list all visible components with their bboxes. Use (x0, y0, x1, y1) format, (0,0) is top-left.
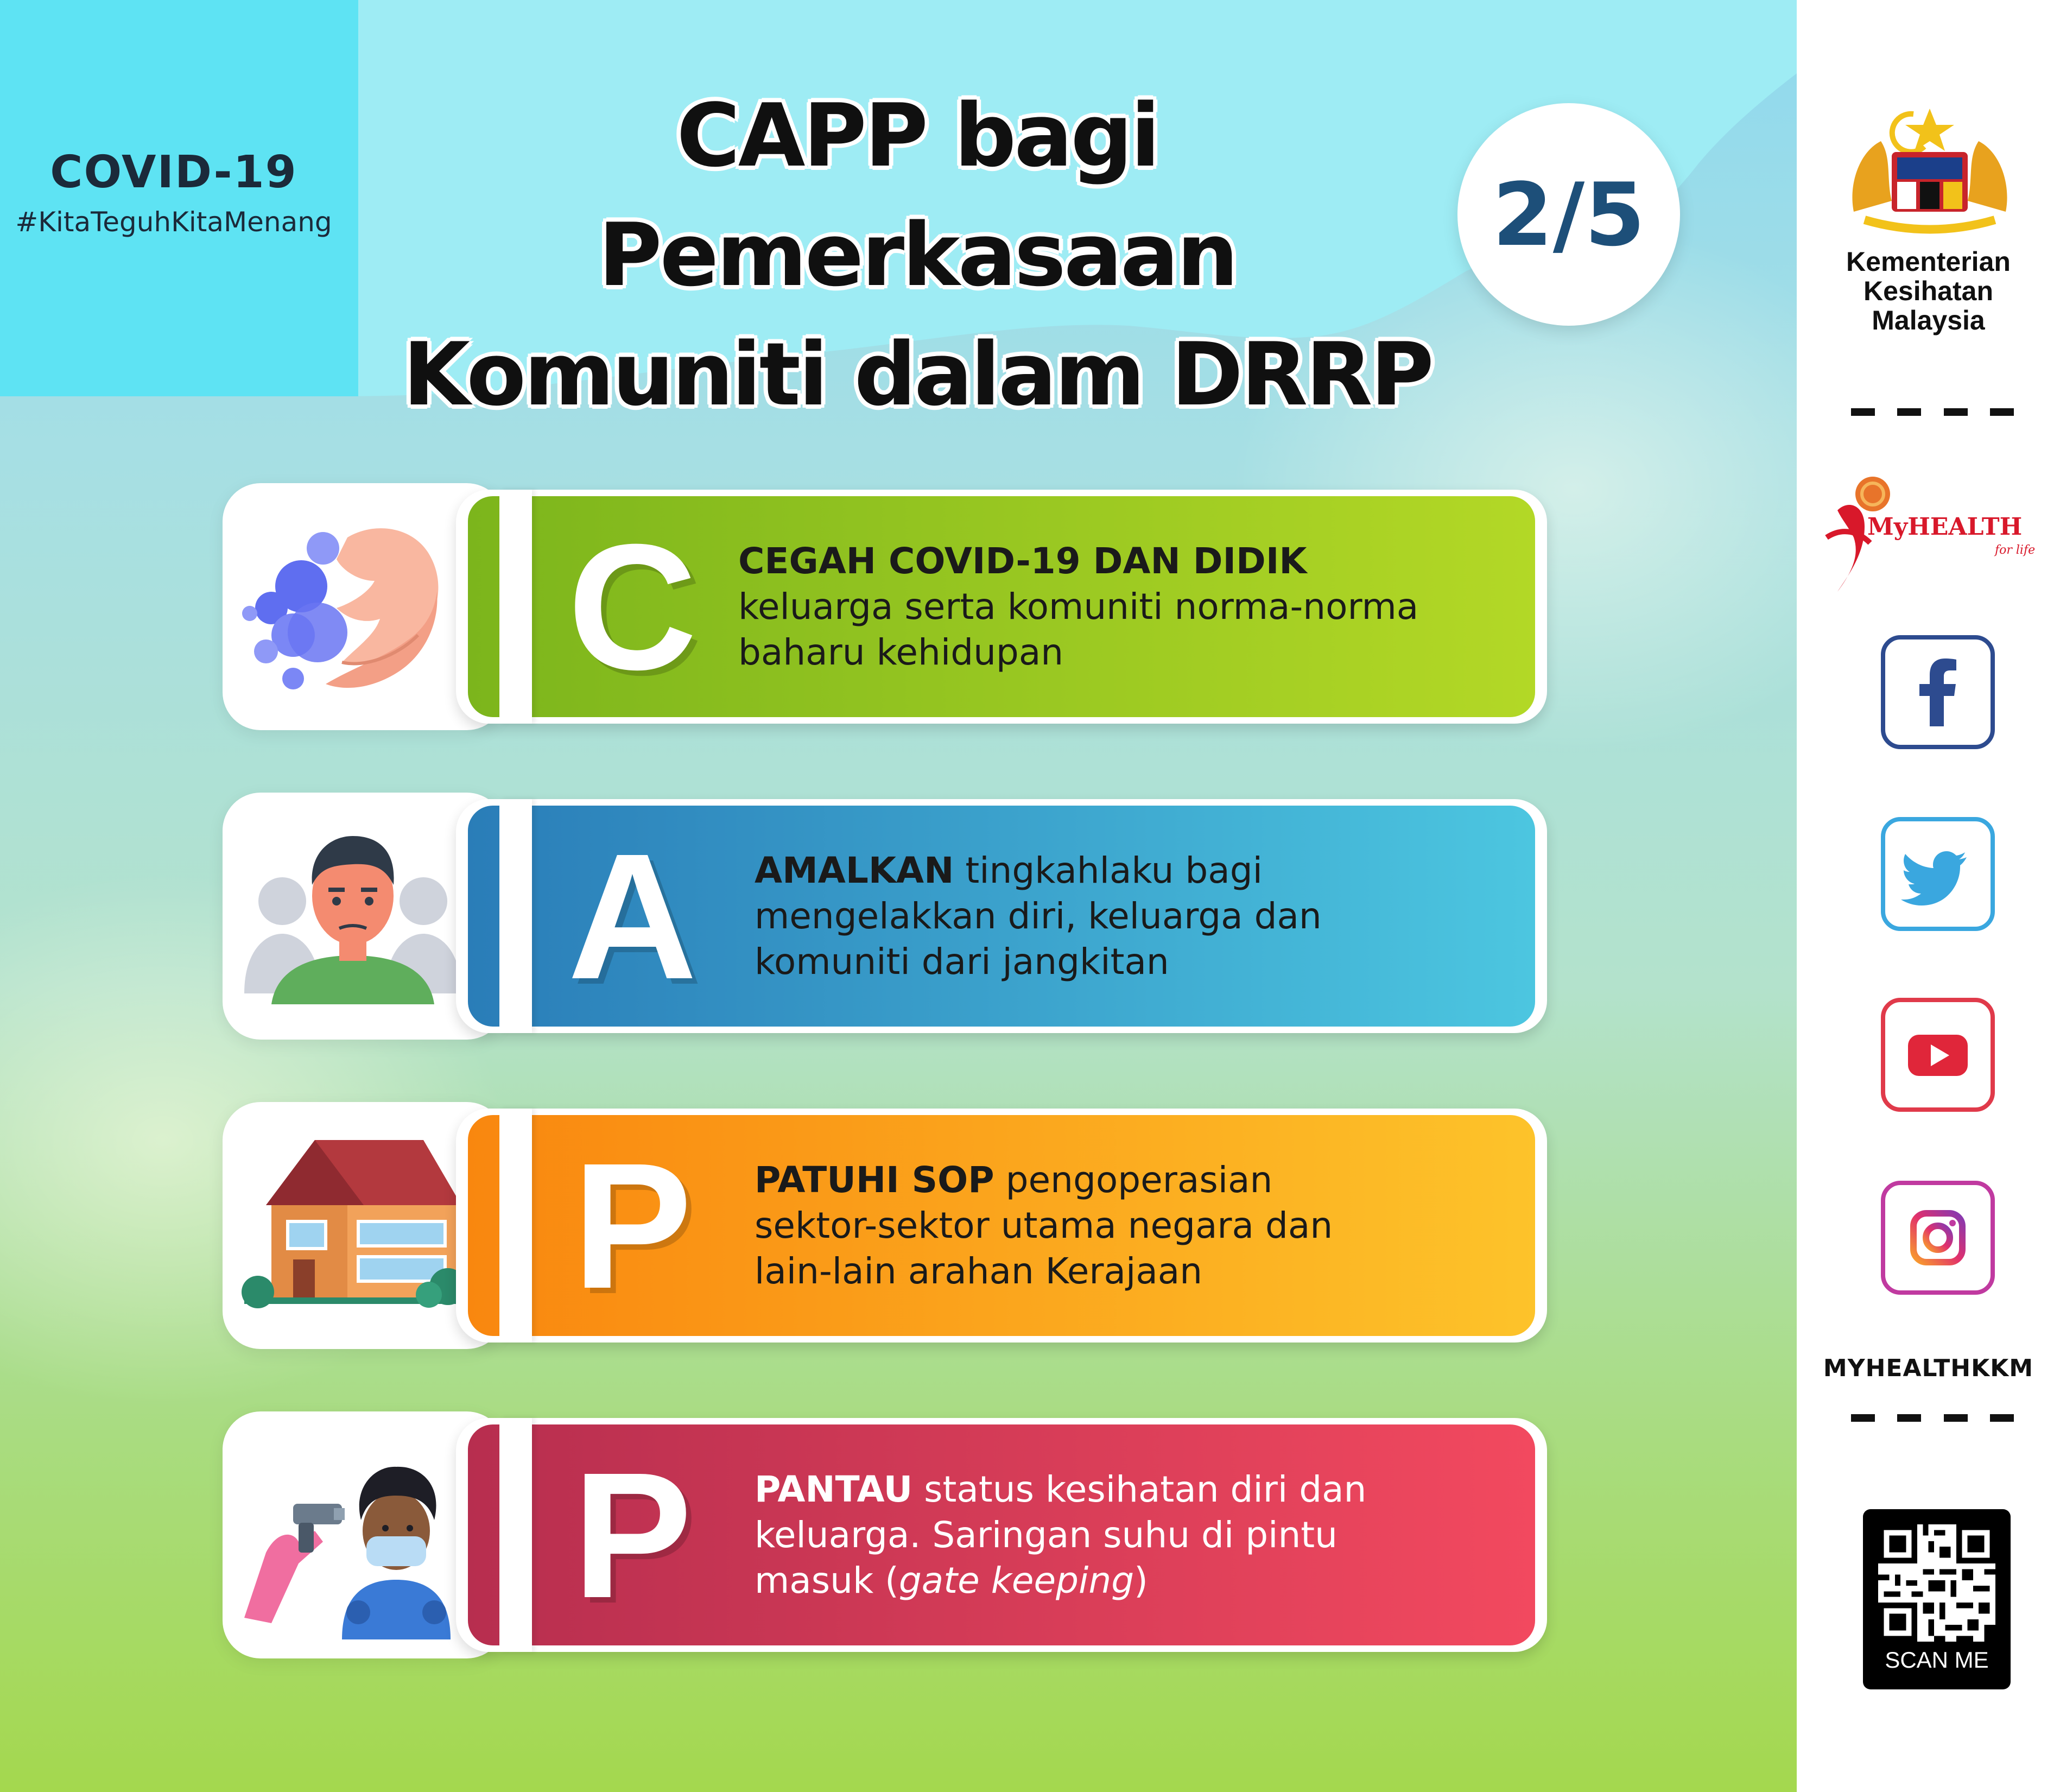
covid-label: COVID-19 (50, 147, 297, 198)
list-item-c (223, 483, 1547, 730)
ministry-line-3: Malaysia (1872, 305, 1985, 335)
desc-line-1 (755, 1157, 1536, 1203)
handwash-icon (233, 505, 472, 711)
divider-bottom (1851, 1414, 2014, 1422)
qr-matrix (1878, 1524, 1995, 1642)
sick-person-icon (233, 814, 472, 1021)
myhealth-logo-sub: for life (1995, 543, 2036, 557)
desc-rest: tingkahlaku bagi (954, 849, 1263, 891)
desc-line-3 (755, 1558, 1536, 1604)
desc-line-1 (738, 539, 1520, 584)
twitter-icon[interactable] (1881, 817, 1995, 931)
item-letter: P (572, 1125, 693, 1326)
desc-line-3: lain-lain arahan Kerajaan (755, 1250, 1203, 1292)
item-description (738, 490, 1520, 724)
desc-bold: CEGAH COVID-19 DAN DIDIK (738, 540, 1307, 582)
item-letter: C (567, 506, 698, 707)
item-description (755, 1109, 1536, 1343)
youtube-glyph (1885, 1002, 1991, 1107)
ministry-name (1797, 247, 2060, 335)
desc-rest: status kesihatan diri dan (912, 1468, 1367, 1510)
item-band (456, 1418, 1547, 1652)
page-title (358, 76, 1476, 434)
desc-line-3-italic: gate keeping (898, 1559, 1134, 1601)
desc-line-3: komuniti dari jangkitan (755, 940, 1169, 983)
item-letter: A (567, 815, 698, 1016)
desc-line-2: keluarga serta komuniti norma-norma (738, 585, 1419, 628)
title-line-2: Komuniti dalam DRRP (403, 324, 1432, 425)
page-indicator: 2/5 (1457, 103, 1680, 326)
hashtag: #KitaTeguhKitaMenang (15, 206, 332, 238)
qr-pattern (1878, 1524, 1995, 1642)
desc-bold: PATUHI SOP (755, 1158, 994, 1201)
item-band (456, 490, 1547, 724)
desc-line-2: mengelakkan diri, keluarga dan (755, 895, 1322, 937)
thermometer-screening-icon (233, 1433, 472, 1639)
band-notch (499, 799, 532, 1033)
item-description (755, 799, 1536, 1033)
twitter-glyph (1885, 821, 1991, 927)
desc-rest: pengoperasian (994, 1158, 1273, 1201)
facebook-icon[interactable] (1881, 635, 1995, 749)
desc-line-1 (755, 848, 1536, 894)
item-letter: P (572, 1434, 693, 1635)
desc-line-3: baharu kehidupan (738, 631, 1064, 673)
ministry-line-2: Kesihatan (1863, 276, 1993, 306)
item-description (755, 1418, 1536, 1652)
list-item-a (223, 793, 1547, 1040)
desc-line-3-pre: masuk ( (755, 1559, 899, 1601)
covid-tag-box (0, 0, 358, 396)
instagram-glyph (1885, 1185, 1991, 1290)
building-icon (233, 1124, 472, 1330)
qr-label: SCAN ME (1885, 1647, 1989, 1673)
divider-top (1851, 408, 2014, 416)
desc-line-1 (755, 1467, 1536, 1512)
desc-line-2: sektor-sektor utama negara dan (755, 1204, 1333, 1246)
list-item-p-patuhi (223, 1102, 1547, 1349)
myhealth-logo (1816, 467, 2044, 597)
myhealth-logo-text: MyHEALTH (1867, 513, 2023, 541)
title-line-1: CAPP bagi Pemerkasaan (598, 85, 1237, 306)
youtube-icon[interactable] (1881, 998, 1995, 1112)
malaysia-crest-icon (1843, 103, 2017, 239)
instagram-icon[interactable] (1881, 1181, 1995, 1295)
social-handle: MYHEALTHKKM (1823, 1354, 2034, 1382)
band-notch (499, 1109, 532, 1343)
qr-code[interactable] (1863, 1509, 2011, 1689)
desc-bold: AMALKAN (755, 849, 954, 891)
desc-line-3-post: ) (1134, 1559, 1148, 1601)
list-item-p-pantau (223, 1411, 1547, 1658)
ministry-line-1: Kementerian (1846, 246, 2011, 277)
item-band (456, 799, 1547, 1033)
facebook-glyph (1885, 639, 1991, 745)
band-notch (499, 1418, 532, 1652)
desc-line-2: keluarga. Saringan suhu di pintu (755, 1514, 1338, 1556)
item-band (456, 1109, 1547, 1343)
desc-bold: PANTAU (755, 1468, 913, 1510)
band-notch (499, 490, 532, 724)
